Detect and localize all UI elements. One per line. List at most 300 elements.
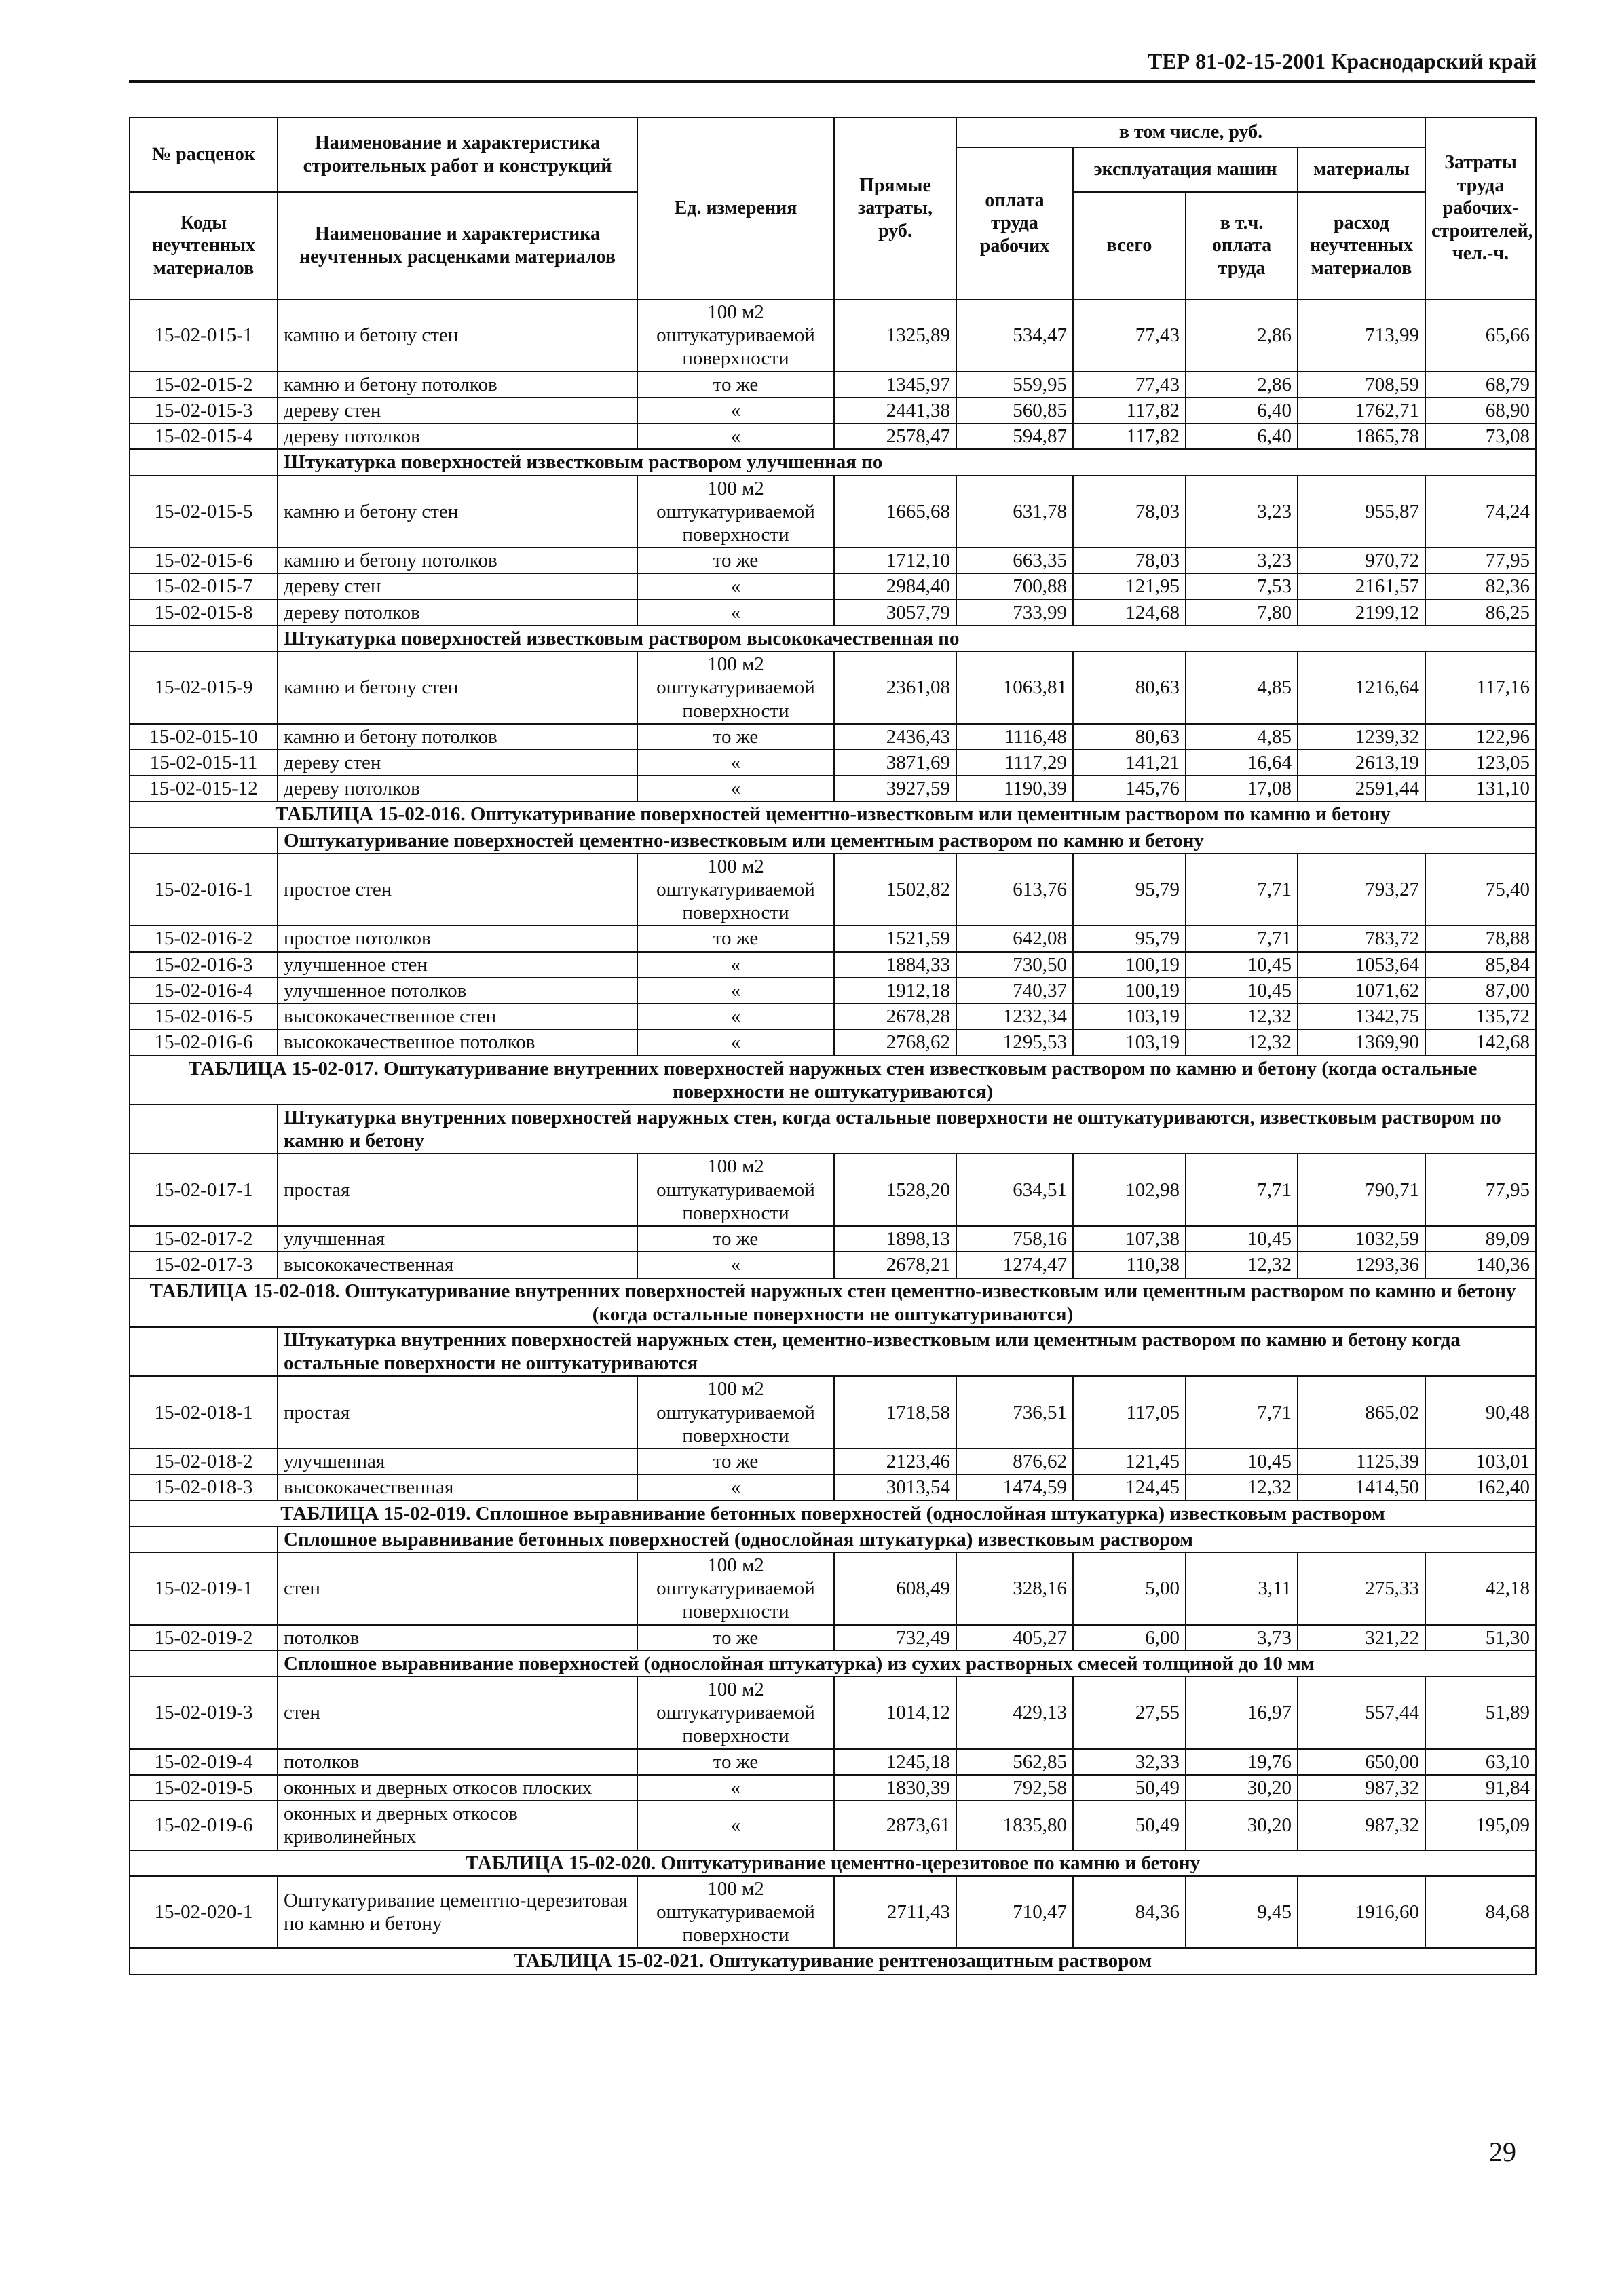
cell-machine-total: 95,79 <box>1073 854 1186 926</box>
cell-machine-total: 78,03 <box>1073 476 1186 548</box>
cell-workers: 42,18 <box>1425 1552 1536 1625</box>
cell-materials: 783,72 <box>1298 925 1425 951</box>
col-unit: Ед. измерения <box>637 117 834 299</box>
cell-machine-pay: 30,20 <box>1186 1801 1298 1850</box>
cell-labor: 663,35 <box>956 548 1073 573</box>
cell-machine-pay: 7,53 <box>1186 573 1298 599</box>
cell-unit: 100 м2 оштукатуриваемой поверхности <box>637 651 834 724</box>
cell-name: высококачественная <box>278 1252 637 1278</box>
cell-unit: « <box>637 952 834 978</box>
cell-labor: 613,76 <box>956 854 1073 926</box>
cell-machine-pay: 30,20 <box>1186 1775 1298 1801</box>
cell-materials: 1414,50 <box>1298 1474 1425 1500</box>
cell-code: 15-02-015-3 <box>130 398 278 423</box>
cell-labor: 1116,48 <box>956 724 1073 750</box>
cell-materials: 790,71 <box>1298 1153 1425 1226</box>
table-row <box>130 978 1536 1003</box>
cell-code: 15-02-015-10 <box>130 724 278 750</box>
cell-machine-total: 6,00 <box>1073 1625 1186 1651</box>
table-row <box>130 299 1536 372</box>
cell-machine-pay: 2,86 <box>1186 372 1298 398</box>
cell-machine-pay: 6,40 <box>1186 398 1298 423</box>
cell-unit: то же <box>637 1449 834 1474</box>
cell-direct: 1665,68 <box>834 476 956 548</box>
cell-unit: « <box>637 423 834 449</box>
section-spacer <box>130 626 278 651</box>
cell-code: 15-02-015-8 <box>130 600 278 626</box>
table-row <box>130 372 1536 398</box>
col-code-top: № расценок <box>130 117 278 192</box>
header-divider <box>129 80 1535 83</box>
cell-name: простое стен <box>278 854 637 926</box>
table-row <box>130 573 1536 599</box>
cell-direct: 1830,39 <box>834 1775 956 1801</box>
cell-machine-total: 84,36 <box>1073 1876 1186 1949</box>
cell-name: потолков <box>278 1749 637 1775</box>
cell-machine-total: 80,63 <box>1073 724 1186 750</box>
cell-machine-pay: 9,45 <box>1186 1876 1298 1949</box>
cell-labor: 710,47 <box>956 1876 1073 1949</box>
cell-labor: 560,85 <box>956 398 1073 423</box>
table-row <box>130 1153 1536 1226</box>
cell-workers: 85,84 <box>1425 952 1536 978</box>
cell-machine-total: 5,00 <box>1073 1552 1186 1625</box>
cell-direct: 3013,54 <box>834 1474 956 1500</box>
cell-materials: 1216,64 <box>1298 651 1425 724</box>
cell-name: камню и бетону потолков <box>278 372 637 398</box>
cell-name: стен <box>278 1677 637 1749</box>
cell-materials: 708,59 <box>1298 372 1425 398</box>
cell-direct: 2711,43 <box>834 1876 956 1949</box>
cell-direct: 2678,21 <box>834 1252 956 1278</box>
cell-code: 15-02-015-11 <box>130 750 278 776</box>
cell-code: 15-02-016-3 <box>130 952 278 978</box>
cell-code: 15-02-017-3 <box>130 1252 278 1278</box>
cell-code: 15-02-017-1 <box>130 1153 278 1226</box>
cell-machine-pay: 10,45 <box>1186 1226 1298 1252</box>
cell-code: 15-02-016-1 <box>130 854 278 926</box>
cell-unit: то же <box>637 1226 834 1252</box>
cell-machine-total: 32,33 <box>1073 1749 1186 1775</box>
section-row <box>130 1527 1536 1552</box>
cell-labor: 1474,59 <box>956 1474 1073 1500</box>
cell-direct: 3927,59 <box>834 776 956 801</box>
cell-direct: 1325,89 <box>834 299 956 372</box>
cell-direct: 1884,33 <box>834 952 956 978</box>
cell-direct: 2678,28 <box>834 1003 956 1029</box>
cell-workers: 89,09 <box>1425 1226 1536 1252</box>
cell-code: 15-02-016-4 <box>130 978 278 1003</box>
cell-labor: 730,50 <box>956 952 1073 978</box>
cell-machine-total: 77,43 <box>1073 372 1186 398</box>
cell-machine-pay: 6,40 <box>1186 423 1298 449</box>
cell-unit: то же <box>637 724 834 750</box>
cell-workers: 86,25 <box>1425 600 1536 626</box>
cell-machine-pay: 2,86 <box>1186 299 1298 372</box>
cell-unit: 100 м2 оштукатуриваемой поверхности <box>637 1677 834 1749</box>
table-row <box>130 398 1536 423</box>
cell-code: 15-02-020-1 <box>130 1876 278 1949</box>
cell-direct: 1014,12 <box>834 1677 956 1749</box>
cell-workers: 122,96 <box>1425 724 1536 750</box>
page-number: 29 <box>1489 2137 1516 2167</box>
cell-code: 15-02-019-6 <box>130 1801 278 1850</box>
cell-name: дереву потолков <box>278 776 637 801</box>
cell-machine-pay: 12,32 <box>1186 1003 1298 1029</box>
cell-unit: 100 м2 оштукатуриваемой поверхности <box>637 299 834 372</box>
cell-labor: 328,16 <box>956 1552 1073 1625</box>
cell-unit: « <box>637 1775 834 1801</box>
cell-machine-pay: 7,80 <box>1186 600 1298 626</box>
cell-name: стен <box>278 1552 637 1625</box>
cell-code: 15-02-015-1 <box>130 299 278 372</box>
cell-labor: 700,88 <box>956 573 1073 599</box>
cell-machine-total: 117,05 <box>1073 1376 1186 1449</box>
cell-machine-pay: 4,85 <box>1186 651 1298 724</box>
cell-unit: 100 м2 оштукатуриваемой поверхности <box>637 1376 834 1449</box>
table-row <box>130 1801 1536 1850</box>
table-row <box>130 600 1536 626</box>
cell-name: простое потолков <box>278 925 637 951</box>
cell-machine-total: 145,76 <box>1073 776 1186 801</box>
section-title: Штукатурка поверхностей известковым раствором высококачественная по <box>278 626 1536 651</box>
cell-direct: 1502,82 <box>834 854 956 926</box>
table-row <box>130 548 1536 573</box>
table-row <box>130 724 1536 750</box>
cell-materials: 2591,44 <box>1298 776 1425 801</box>
table-row <box>130 1029 1536 1055</box>
col-machine-total: всего <box>1073 192 1186 299</box>
section-spacer <box>130 1651 278 1677</box>
cell-workers: 51,89 <box>1425 1677 1536 1749</box>
cell-materials: 650,00 <box>1298 1749 1425 1775</box>
cell-workers: 140,36 <box>1425 1252 1536 1278</box>
cell-direct: 2441,38 <box>834 398 956 423</box>
cell-direct: 3871,69 <box>834 750 956 776</box>
table-row <box>130 1003 1536 1029</box>
cell-name: камню и бетону стен <box>278 299 637 372</box>
section-title: Сплошное выравнивание бетонных поверхностей (однослойная штукатурка) известковым раствором <box>278 1527 1536 1552</box>
cell-labor: 1274,47 <box>956 1252 1073 1278</box>
cell-name: улучшенное потолков <box>278 978 637 1003</box>
cell-workers: 51,30 <box>1425 1625 1536 1651</box>
cell-workers: 117,16 <box>1425 651 1536 724</box>
cell-machine-pay: 7,71 <box>1186 854 1298 926</box>
cell-code: 15-02-015-9 <box>130 651 278 724</box>
cell-materials: 1071,62 <box>1298 978 1425 1003</box>
cell-labor: 1117,29 <box>956 750 1073 776</box>
col-machine-pay: в т.ч. оплата труда <box>1186 192 1298 299</box>
cell-code: 15-02-015-4 <box>130 423 278 449</box>
col-materials-sub: расход неучтенных материалов <box>1298 192 1425 299</box>
table-title-row <box>130 1948 1536 1974</box>
cell-unit: 100 м2 оштукатуриваемой поверхности <box>637 476 834 548</box>
section-row <box>130 1105 1536 1153</box>
cell-labor: 1190,39 <box>956 776 1073 801</box>
col-name-top: Наименование и характеристика строительных работ и конструкций <box>278 117 637 192</box>
cell-machine-pay: 4,85 <box>1186 724 1298 750</box>
table-title-row <box>130 1056 1536 1105</box>
cell-labor: 631,78 <box>956 476 1073 548</box>
cell-workers: 65,66 <box>1425 299 1536 372</box>
table-row <box>130 1749 1536 1775</box>
cell-workers: 78,88 <box>1425 925 1536 951</box>
cell-unit: « <box>637 1003 834 1029</box>
cell-workers: 142,68 <box>1425 1029 1536 1055</box>
cell-workers: 103,01 <box>1425 1449 1536 1474</box>
cell-name: дереву стен <box>278 573 637 599</box>
cell-workers: 87,00 <box>1425 978 1536 1003</box>
cell-unit: « <box>637 1029 834 1055</box>
col-labor: оплата труда рабочих <box>956 147 1073 299</box>
table-row <box>130 776 1536 801</box>
cell-machine-total: 124,45 <box>1073 1474 1186 1500</box>
cell-code: 15-02-015-12 <box>130 776 278 801</box>
cell-workers: 123,05 <box>1425 750 1536 776</box>
section-title: Оштукатуривание поверхностей цементно-известковым или цементным раствором по камню и бетону <box>278 828 1536 854</box>
cell-workers: 63,10 <box>1425 1749 1536 1775</box>
cell-unit: то же <box>637 1749 834 1775</box>
cell-materials: 987,32 <box>1298 1801 1425 1850</box>
table-body <box>130 299 1536 1974</box>
table-title-row <box>130 801 1536 827</box>
cell-labor: 876,62 <box>956 1449 1073 1474</box>
table-row <box>130 651 1536 724</box>
section-row <box>130 828 1536 854</box>
table-row <box>130 1226 1536 1252</box>
cell-materials: 2161,57 <box>1298 573 1425 599</box>
cell-machine-total: 78,03 <box>1073 548 1186 573</box>
cell-machine-pay: 10,45 <box>1186 952 1298 978</box>
cell-machine-pay: 10,45 <box>1186 1449 1298 1474</box>
cell-unit: то же <box>637 372 834 398</box>
cell-name: камню и бетону потолков <box>278 548 637 573</box>
cell-machine-pay: 7,71 <box>1186 1376 1298 1449</box>
cell-machine-total: 80,63 <box>1073 651 1186 724</box>
cell-labor: 642,08 <box>956 925 1073 951</box>
cell-machine-pay: 3,73 <box>1186 1625 1298 1651</box>
cell-machine-total: 141,21 <box>1073 750 1186 776</box>
cell-direct: 1345,97 <box>834 372 956 398</box>
cell-unit: « <box>637 600 834 626</box>
cell-workers: 77,95 <box>1425 548 1536 573</box>
cell-name: камню и бетону потолков <box>278 724 637 750</box>
section-title: Штукатурка внутренних поверхностей наружных стен, цементно-известковым или цементным раствором по камню и бетону когда остальные поверхности не оштукатуриваются <box>278 1327 1536 1376</box>
cell-machine-pay: 16,64 <box>1186 750 1298 776</box>
cell-unit: « <box>637 573 834 599</box>
cell-code: 15-02-015-7 <box>130 573 278 599</box>
section-spacer <box>130 449 278 475</box>
cell-unit: 100 м2 оштукатуриваемой поверхности <box>637 1552 834 1625</box>
cell-direct: 608,49 <box>834 1552 956 1625</box>
cell-machine-total: 121,95 <box>1073 573 1186 599</box>
cell-labor: 562,85 <box>956 1749 1073 1775</box>
table-title: ТАБЛИЦА 15-02-017. Оштукатуривание внутренних поверхностей наружных стен известковым раствором по камню и бетону (когда остальные поверхности не оштукатуриваются) <box>130 1056 1536 1105</box>
cell-unit: « <box>637 398 834 423</box>
cell-labor: 1232,34 <box>956 1003 1073 1029</box>
cell-labor: 634,51 <box>956 1153 1073 1226</box>
cell-workers: 68,90 <box>1425 398 1536 423</box>
cell-name: дереву стен <box>278 750 637 776</box>
cell-direct: 2123,46 <box>834 1449 956 1474</box>
cell-workers: 91,84 <box>1425 1775 1536 1801</box>
cell-materials: 1125,39 <box>1298 1449 1425 1474</box>
cell-materials: 1916,60 <box>1298 1876 1425 1949</box>
cell-labor: 740,37 <box>956 978 1073 1003</box>
cell-machine-pay: 16,97 <box>1186 1677 1298 1749</box>
col-code-bottom: Коды неучтенных материалов <box>130 192 278 299</box>
section-row <box>130 449 1536 475</box>
col-direct: Прямые затраты, руб. <box>834 117 956 299</box>
cell-direct: 2361,08 <box>834 651 956 724</box>
table-row <box>130 1252 1536 1278</box>
cell-machine-total: 77,43 <box>1073 299 1186 372</box>
cell-name: улучшенная <box>278 1226 637 1252</box>
cell-machine-pay: 12,32 <box>1186 1252 1298 1278</box>
cell-machine-pay: 10,45 <box>1186 978 1298 1003</box>
cell-machine-total: 124,68 <box>1073 600 1186 626</box>
table-row <box>130 1876 1536 1949</box>
cell-unit: « <box>637 750 834 776</box>
table-title-row <box>130 1278 1536 1327</box>
cell-materials: 987,32 <box>1298 1775 1425 1801</box>
cell-materials: 1762,71 <box>1298 398 1425 423</box>
table-row <box>130 1449 1536 1474</box>
cell-direct: 3057,79 <box>834 600 956 626</box>
cell-materials: 1369,90 <box>1298 1029 1425 1055</box>
cell-labor: 733,99 <box>956 600 1073 626</box>
table-title: ТАБЛИЦА 15-02-018. Оштукатуривание внутренних поверхностей наружных стен цементно-известковым или цементным раствором по камню и бетону (когда остальные поверхности не оштукатуриваются) <box>130 1278 1536 1327</box>
cell-code: 15-02-019-1 <box>130 1552 278 1625</box>
cell-materials: 1342,75 <box>1298 1003 1425 1029</box>
page-header: ТЕР 81-02-15-2001 Краснодарский край <box>1147 49 1537 73</box>
cell-code: 15-02-019-2 <box>130 1625 278 1651</box>
cell-machine-total: 110,38 <box>1073 1252 1186 1278</box>
cell-machine-total: 50,49 <box>1073 1801 1186 1850</box>
cell-materials: 2613,19 <box>1298 750 1425 776</box>
cell-materials: 1053,64 <box>1298 952 1425 978</box>
cell-workers: 73,08 <box>1425 423 1536 449</box>
cell-labor: 429,13 <box>956 1677 1073 1749</box>
cell-code: 15-02-015-5 <box>130 476 278 548</box>
cell-name: камню и бетону стен <box>278 476 637 548</box>
cell-machine-total: 103,19 <box>1073 1003 1186 1029</box>
cell-code: 15-02-018-3 <box>130 1474 278 1500</box>
cell-workers: 74,24 <box>1425 476 1536 548</box>
col-name-bottom: Наименование и характеристика неучтенных расценками материалов <box>278 192 637 299</box>
cell-labor: 1295,53 <box>956 1029 1073 1055</box>
table-row <box>130 1552 1536 1625</box>
col-machine: эксплуатация машин <box>1073 147 1298 192</box>
cell-machine-total: 121,45 <box>1073 1449 1186 1474</box>
cell-direct: 2436,43 <box>834 724 956 750</box>
cell-machine-pay: 19,76 <box>1186 1749 1298 1775</box>
cell-machine-pay: 3,11 <box>1186 1552 1298 1625</box>
section-title: Сплошное выравнивание поверхностей (однослойная штукатурка) из сухих растворных смесей толщиной до 10 мм <box>278 1651 1536 1677</box>
cell-workers: 77,95 <box>1425 1153 1536 1226</box>
cell-unit: 100 м2 оштукатуриваемой поверхности <box>637 1876 834 1949</box>
table-row <box>130 925 1536 951</box>
cell-machine-pay: 12,32 <box>1186 1029 1298 1055</box>
table-row <box>130 750 1536 776</box>
cell-labor: 1835,80 <box>956 1801 1073 1850</box>
cell-materials: 793,27 <box>1298 854 1425 926</box>
cell-materials: 1239,32 <box>1298 724 1425 750</box>
cell-name: высококачественная <box>278 1474 637 1500</box>
table-row <box>130 1677 1536 1749</box>
table-title: ТАБЛИЦА 15-02-016. Оштукатуривание поверхностей цементно-известковым или цементным раствором по камню и бетону <box>130 801 1536 827</box>
cell-direct: 732,49 <box>834 1625 956 1651</box>
cell-code: 15-02-016-5 <box>130 1003 278 1029</box>
cell-code: 15-02-015-2 <box>130 372 278 398</box>
cell-name: дереву стен <box>278 398 637 423</box>
cell-machine-pay: 7,71 <box>1186 925 1298 951</box>
cell-direct: 1712,10 <box>834 548 956 573</box>
section-row <box>130 1327 1536 1376</box>
cell-labor: 405,27 <box>956 1625 1073 1651</box>
cell-machine-total: 117,82 <box>1073 398 1186 423</box>
cell-name: простая <box>278 1376 637 1449</box>
cell-name: потолков <box>278 1625 637 1651</box>
table-row <box>130 1376 1536 1449</box>
cell-direct: 2984,40 <box>834 573 956 599</box>
cell-code: 15-02-019-5 <box>130 1775 278 1801</box>
cell-labor: 792,58 <box>956 1775 1073 1801</box>
cell-workers: 135,72 <box>1425 1003 1536 1029</box>
cell-direct: 1528,20 <box>834 1153 956 1226</box>
cell-materials: 275,33 <box>1298 1552 1425 1625</box>
cell-machine-pay: 3,23 <box>1186 548 1298 573</box>
table-header <box>130 117 1536 299</box>
cell-direct: 1898,13 <box>834 1226 956 1252</box>
cell-materials: 2199,12 <box>1298 600 1425 626</box>
cell-materials: 970,72 <box>1298 548 1425 573</box>
cell-code: 15-02-019-3 <box>130 1677 278 1749</box>
section-row <box>130 626 1536 651</box>
cell-name: высококачественное потолков <box>278 1029 637 1055</box>
cell-machine-total: 50,49 <box>1073 1775 1186 1801</box>
cell-materials: 1032,59 <box>1298 1226 1425 1252</box>
cell-workers: 162,40 <box>1425 1474 1536 1500</box>
cell-materials: 321,22 <box>1298 1625 1425 1651</box>
cell-labor: 1063,81 <box>956 651 1073 724</box>
cell-name: высококачественное стен <box>278 1003 637 1029</box>
cell-machine-pay: 3,23 <box>1186 476 1298 548</box>
cell-materials: 865,02 <box>1298 1376 1425 1449</box>
cell-code: 15-02-018-2 <box>130 1449 278 1474</box>
cell-code: 15-02-017-2 <box>130 1226 278 1252</box>
section-spacer <box>130 1327 278 1376</box>
table-row <box>130 1775 1536 1801</box>
cell-direct: 2768,62 <box>834 1029 956 1055</box>
cell-direct: 1718,58 <box>834 1376 956 1449</box>
cell-name: Оштукатуривание цементно-церезитовая по камню и бетону <box>278 1876 637 1949</box>
cell-unit: « <box>637 1474 834 1500</box>
cell-machine-total: 102,98 <box>1073 1153 1186 1226</box>
section-title: Штукатурка поверхностей известковым раствором улучшенная по <box>278 449 1536 475</box>
cell-machine-total: 95,79 <box>1073 925 1186 951</box>
cell-unit: « <box>637 776 834 801</box>
cell-name: оконных и дверных откосов криволинейных <box>278 1801 637 1850</box>
cell-unit: « <box>637 1801 834 1850</box>
table-title: ТАБЛИЦА 15-02-020. Оштукатуривание цементно-церезитовое по камню и бетону <box>130 1850 1536 1876</box>
col-materials: материалы <box>1298 147 1425 192</box>
cell-direct: 1521,59 <box>834 925 956 951</box>
table-title-row <box>130 1501 1536 1527</box>
section-spacer <box>130 1527 278 1552</box>
cell-name: простая <box>278 1153 637 1226</box>
cell-name: оконных и дверных откосов плоских <box>278 1775 637 1801</box>
